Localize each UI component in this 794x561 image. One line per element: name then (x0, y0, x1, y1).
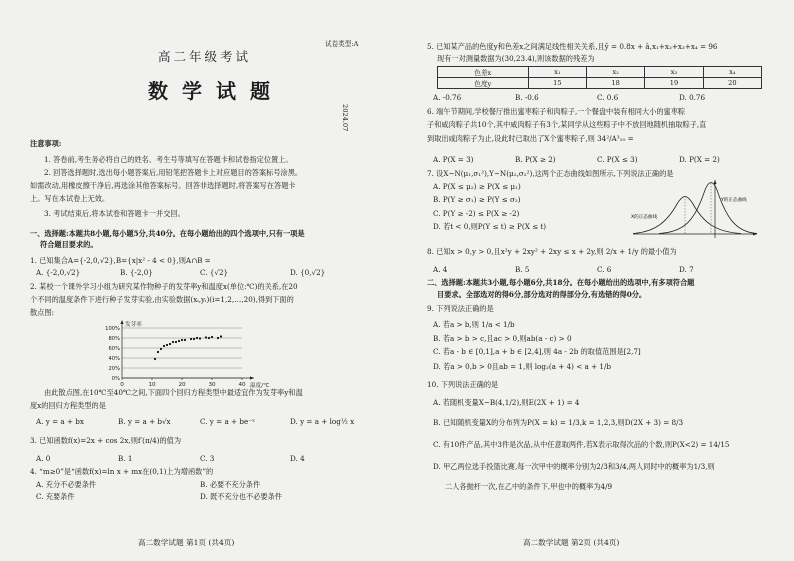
q10-stem: 10. 下列说法正确的是 (427, 380, 499, 389)
data-point (181, 339, 183, 341)
q2-line: 散点图: (30, 308, 54, 317)
section2-heading-cont: 目要求。全部选对的得6分,部分选对的得部分分,有选错的得0分。 (437, 290, 647, 299)
q9-option-c: C. 若a - b ∈ [0,1],a + b ∈ [2,4],则 4a - 2b 的取值范围是[2,7] (433, 347, 641, 356)
data-point (184, 339, 186, 341)
data-point (178, 340, 180, 342)
y-tick-label: 60% (108, 345, 120, 352)
q1-option-b: B. {-2,0} (120, 268, 153, 277)
q5-option-d: D. 0.76 (679, 93, 706, 102)
section1-heading-cont: 符合题目要求的。 (40, 240, 98, 249)
note-line: 2. 回答选择题时,选出每小题答案后,用铅笔把答题卡上对应题目的答案标号涂黑。 (44, 168, 303, 177)
y-axis-arrow (714, 180, 717, 184)
data-point (169, 343, 171, 345)
q10-option-b: B. 已知随机变量X的分布列为P(X = k) = 1/3,k = 1,2,3,则D(2X + 3) = 8/3 (433, 418, 684, 427)
q10-option-a: A. 若随机变量X~B(4,1/2),则E(2X + 1) = 4 (433, 398, 580, 407)
table-cell: 色度y (438, 78, 529, 89)
q3-stem: 3. 已知函数f(x)=2x + cos 2x,则f′(π/4)的值为 (30, 436, 182, 445)
q4-stem: 4. “m≥0”是“函数f(x)=ln x + mx在(0,1)上为增函数”的 (30, 467, 214, 476)
x-tick-label: 0 (120, 382, 124, 388)
data-point (208, 337, 210, 339)
table-row (438, 67, 762, 78)
q2-after-line: 由此散点图,在10℃至40℃之间,下面四个回归方程类型中最适宜作为发芽率y和温 (44, 388, 303, 397)
q7-option-a: A. P(X ≤ μ₂) ≥ P(X ≤ μ₁) (433, 182, 521, 191)
q10-option-d: D. 甲乙两位选手投篮比赛,每一次甲中的概率分别为2/3和3/4,两人同时中的概率为1/3,则 (433, 462, 715, 471)
q6-line: 6. 端午节期间,学校餐厅推出蜜枣粽子和肉粽子,一个餐盘中装有相同大小的蜜枣粽 (427, 107, 686, 116)
q1-stem: 1. 已知集合A={-2,0,√2},B={x|x² - 4 < 0},则A∩B = (30, 256, 211, 265)
q5-stem-2: 现有一对测量数据为(30,23.4),则该数据的残差为 (437, 54, 595, 63)
data-point (220, 335, 222, 337)
x-tick-label: 30 (208, 382, 216, 388)
q6-option-c: C. P(X ≤ 3) (597, 155, 638, 164)
q7-option-d: D. 若t < 0,则P(Y ≤ t) ≥ P(X ≤ t) (433, 222, 547, 231)
exam-date: 2024.07 (341, 104, 349, 132)
q1-option-d: D. {0,√2} (290, 268, 326, 277)
data-point (166, 344, 168, 346)
q7-option-c: C. P(Y ≥ -2) ≤ P(X ≥ -2) (433, 209, 520, 218)
table-cell: 15 (528, 78, 586, 89)
table-cell: 20 (703, 78, 761, 89)
x-tick-label: 40 (238, 382, 246, 388)
table-cell: 18 (586, 78, 644, 89)
page-2 (397, 0, 794, 561)
q8-option-a: A. 4 (433, 265, 448, 274)
data-point (163, 345, 165, 347)
table-cell: x₄ (703, 67, 761, 78)
y-curve-label: Y的正态曲线 (721, 198, 747, 203)
data-point (211, 336, 213, 338)
normal-curves-figure (629, 176, 761, 242)
q9-stem: 9. 下列说法正确的是 (427, 304, 494, 313)
y-tick-label: 80% (108, 335, 120, 342)
q2-option-a: A. y = a + bx (36, 417, 84, 426)
data-point (196, 337, 198, 339)
q2-option-c: C. y = a + be⁻ˣ (200, 417, 256, 426)
q9-option-b: B. 若a > b > c,且ac > 0,则ab(a - c) > 0 (433, 334, 572, 343)
q8-option-b: B. 5 (515, 265, 530, 274)
q10-option-d-cont: 二人各抛杆一次,在乙中的条件下,甲也中的概率为4/9 (445, 482, 613, 491)
q5-data-table (437, 66, 762, 89)
q1-option-c: C. {√2} (200, 268, 229, 277)
data-point (157, 351, 159, 353)
note-line: 3. 考试结束后,将本试卷和答题卡一并交回。 (44, 209, 185, 218)
q9-option-a: A. 若a > b,则 1/a < 1/b (433, 320, 515, 329)
q2-line: 2. 某校一个课外学习小组为研究某作物种子的发芽率y和温度x(单位:℃)的关系,在20 (30, 282, 298, 291)
q2-option-b: B. y = a + b√x (118, 417, 171, 426)
q5-stem: 5. 已知某产品的色度y和色差x之间满足线性相关关系,且ŷ = 0.8x + â,x₁+x₂+x₃+x₄ = 96 (427, 42, 718, 51)
q1-option-a: A. {-2,0,√2} (36, 268, 81, 277)
data-point (205, 336, 207, 338)
q6-line: 到取出咸肉粽子为止,设此时已取出了X个蜜枣粽子,则 34²/A³₁₀ = (427, 134, 634, 143)
q7-option-b: B. P(Y ≥ σ₁) ≥ P(Y ≤ σ₂) (433, 195, 521, 204)
note-line: 如需改动,用橡皮擦干净后,再选涂其他答案标号。回答非选择题时,将答案写在答题卡 (30, 181, 296, 190)
data-point (190, 338, 192, 340)
chart-title: 发芽率 (125, 322, 142, 328)
x-axis-label: 温度/℃ (250, 383, 270, 389)
y-tick-label: 100% (105, 325, 120, 332)
x-curve-label: X的正态曲线 (631, 215, 658, 220)
table-cell: 19 (645, 78, 703, 89)
x-tick-label: 10 (148, 382, 156, 388)
data-point (160, 348, 162, 350)
q4-option-a: A. 充分不必要条件 (36, 480, 97, 489)
table-cell: x₁ (528, 67, 586, 78)
notes-heading: 注意事项: (30, 139, 62, 148)
grade-exam-title: 高二年级考试 (158, 49, 252, 64)
q6-line: 子和咸肉粽子共10个,其中咸肉粽子有3个,某同学从这些粽子中不放回地随机抽取粽子,直 (427, 120, 707, 129)
germination-scatter-chart (92, 318, 277, 390)
q2-after-line: 度x的回归方程类型的是 (30, 401, 106, 410)
data-point (199, 337, 201, 339)
q2-option-d: D. y = a + log½ x (290, 417, 355, 426)
q4-option-c: C. 充要条件 (36, 492, 75, 501)
q8-option-c: C. 6 (597, 265, 612, 274)
q8-stem: 8. 已知x > 0,y > 0,且x²y + 2xy² + 2xy ≤ x + 2y,则 2/x + 1/y 的最小值为 (427, 247, 677, 256)
q5-option-c: C. 0.6 (597, 93, 619, 102)
q4-option-d: D. 既不充分也不必要条件 (200, 492, 282, 501)
q2-line: 个不同的温度条件下进行种子发芽实验,由实验数据(xᵢ,yᵢ)(i=1,2,…,20),得到下面的 (30, 295, 294, 304)
section2-heading: 二、选择题:本题共3小题,每小题6分,共18分。在每小题给出的选项中,有多项符合题 (427, 278, 695, 287)
table-cell: x₃ (645, 67, 703, 78)
q3-option-b: B. 1 (118, 454, 133, 463)
q3-option-c: C. 3 (200, 454, 215, 463)
note-line: 上。写在本试卷上无效。 (30, 194, 110, 203)
q4-option-b: B. 必要不充分条件 (200, 480, 261, 489)
y-tick-label: 40% (108, 355, 120, 362)
page2-footer: 高二数学试题 第2页 (共4页) (523, 538, 620, 547)
x-tick-label: 20 (178, 382, 186, 388)
table-row (438, 78, 762, 89)
q8-option-d: D. 7 (679, 265, 694, 274)
table-cell: x₂ (586, 67, 644, 78)
section1-heading: 一、选择题:本题共8小题,每小题5分,共40分。在每小题给出的四个选项中,只有一项是 (30, 229, 305, 238)
data-point (193, 338, 195, 340)
q5-option-b: B. -0.6 (515, 93, 539, 102)
data-point (175, 341, 177, 343)
x-axis-arrow (250, 376, 254, 379)
paper-type: 试卷类型:A (325, 40, 359, 48)
q10-option-c: C. 有10件产品,其中3件是次品,从中任意取两件,若X表示取得次品的个数,则P(X<2) = 14/15 (433, 440, 730, 449)
q6-option-d: D. P(X = 2) (679, 155, 720, 164)
q6-option-a: A. P(X = 3) (433, 155, 474, 164)
q6-option-b: B. P(X ≥ 2) (515, 155, 556, 164)
note-line: 1. 答卷前,考生务必将自己的姓名、考生号等填写在答题卡和试卷指定位置上。 (44, 155, 293, 164)
data-point (217, 337, 219, 339)
y-axis-arrow (120, 320, 123, 324)
data-point (154, 358, 156, 360)
y-normal-curve (659, 183, 757, 234)
y-tick-label: 20% (108, 365, 120, 372)
q5-option-a: A. -0.76 (433, 93, 462, 102)
table-cell: 色差x (438, 67, 529, 78)
subject-title: 数学试题 (148, 79, 284, 103)
q7-stem: 7. 设X~N(μ₁,σ₁²),Y~N(μ₂,σ₂²),这两个正态曲线如图所示,下列说法正确的是 (427, 169, 674, 178)
data-point (172, 341, 174, 343)
q3-option-a: A. 0 (36, 454, 51, 463)
page1-footer: 高二数学试题 第1页 (共4页) (138, 538, 235, 547)
y-tick-label: 0% (111, 375, 120, 382)
q9-option-d: D. 若a > 0,b > 0且ab = 1,则 log₂(a + 4) < a + 1/b (433, 362, 611, 371)
q3-option-d: D. 4 (290, 454, 305, 463)
